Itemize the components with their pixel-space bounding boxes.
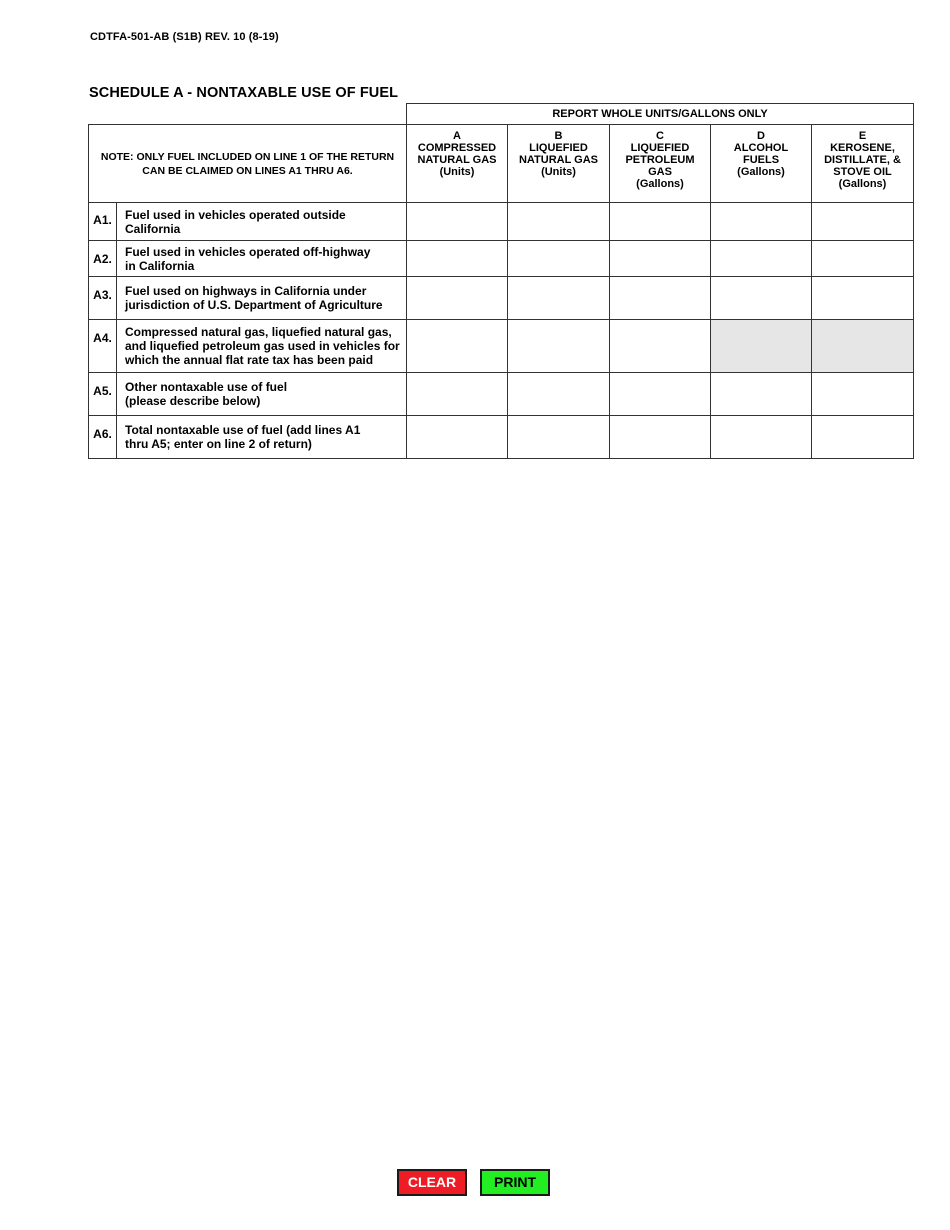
print-button[interactable]: PRINT	[480, 1169, 550, 1196]
entry-a3-col-a[interactable]	[407, 277, 508, 320]
column-letter: A	[453, 130, 461, 142]
column-label: PETROLEUM	[625, 154, 695, 166]
line-number: A3.	[89, 277, 117, 320]
entry-a6-col-d[interactable]	[711, 416, 812, 459]
column-label: NATURAL GAS	[417, 154, 497, 166]
entry-a5-col-d[interactable]	[711, 373, 812, 416]
entry-a1-col-b[interactable]	[508, 203, 610, 241]
report-units-header: REPORT WHOLE UNITS/GALLONS ONLY	[407, 104, 914, 125]
column-header-c	[610, 125, 711, 203]
line-description-text: jurisdiction of U.S. Department of Agriculture	[125, 298, 383, 312]
note-cell: NOTE: ONLY FUEL INCLUDED ON LINE 1 OF THE RETURN CAN BE CLAIMED ON LINES A1 THRU A6.	[89, 125, 407, 203]
entry-a5-col-c[interactable]	[610, 373, 711, 416]
table-row-a3	[89, 277, 914, 320]
entry-a6-col-e[interactable]	[812, 416, 914, 459]
line-description-text: Other nontaxable use of fuel	[125, 380, 288, 394]
table-row-a2	[89, 241, 914, 277]
column-label: DISTILLATE, &	[824, 154, 901, 166]
entry-a3-col-d[interactable]	[711, 277, 812, 320]
column-letter: D	[757, 130, 765, 142]
column-unit: (Gallons)	[636, 178, 684, 190]
entry-a1-col-d[interactable]	[711, 203, 812, 241]
column-unit: (Gallons)	[838, 178, 887, 190]
column-letter: E	[858, 130, 867, 142]
column-label: LIQUEFIED	[529, 142, 588, 154]
column-unit: (Gallons)	[737, 166, 785, 178]
entry-a1-col-c[interactable]	[610, 203, 711, 241]
entry-a3-col-c[interactable]	[610, 277, 711, 320]
entry-a5-col-e[interactable]	[812, 373, 914, 416]
line-description	[117, 241, 407, 277]
line-description	[117, 373, 407, 416]
table-row-a1	[89, 203, 914, 241]
column-label: ALCOHOL	[733, 142, 789, 154]
line-description-text: Fuel used in vehicles operated outside California	[125, 207, 346, 236]
column-label: NATURAL GAS	[518, 154, 599, 166]
column-label: FUELS	[742, 154, 780, 166]
line-number: A5.	[89, 373, 117, 416]
schedule-title: SCHEDULE A - NONTAXABLE USE OF FUEL	[89, 85, 399, 101]
line-number: A2.	[89, 241, 117, 277]
table-row-a6	[89, 416, 914, 459]
table-row-a5	[89, 373, 914, 416]
entry-a6-col-a[interactable]	[407, 416, 508, 459]
line-description-text: Fuel used in vehicles operated off-highway	[125, 244, 371, 259]
line-description	[117, 203, 407, 241]
column-header-e	[812, 125, 914, 203]
column-header-d	[711, 125, 812, 203]
line-description-text: Compressed natural gas, liquefied natural gas,	[125, 325, 392, 339]
line-description	[117, 277, 407, 320]
entry-a1-col-e[interactable]	[812, 203, 914, 241]
entry-a2-col-d[interactable]	[711, 241, 812, 277]
entry-a4-col-c[interactable]	[610, 320, 711, 373]
line-description	[117, 416, 407, 459]
shaded-cell-a4-col-d	[711, 320, 812, 373]
column-unit: (Units)	[439, 166, 475, 178]
line-description-text: and liquefied petroleum gas used in vehicles for	[125, 339, 400, 353]
entry-a5-col-b[interactable]	[508, 373, 610, 416]
entry-a1-col-a[interactable]	[407, 203, 508, 241]
schedule-a-table	[88, 103, 914, 459]
entry-a2-col-a[interactable]	[407, 241, 508, 277]
line-number: A6.	[89, 416, 117, 459]
line-description-text: (please describe below)	[125, 394, 261, 408]
entry-a6-col-b[interactable]	[508, 416, 610, 459]
line-number: A1.	[89, 203, 117, 241]
line-description-text: which the annual flat rate tax has been paid	[125, 353, 374, 367]
table-row-a4	[89, 320, 914, 373]
corner-blank	[89, 104, 407, 125]
entry-a4-col-b[interactable]	[508, 320, 610, 373]
line-number: A4.	[89, 320, 117, 373]
line-description-text: thru A5; enter on line 2 of return)	[125, 437, 312, 451]
shaded-cell-a4-col-e	[812, 320, 914, 373]
line-description-text: Total nontaxable use of fuel (add lines A1	[125, 423, 361, 437]
column-label: GAS	[648, 166, 672, 178]
entry-a2-col-e[interactable]	[812, 241, 914, 277]
entry-a2-col-b[interactable]	[508, 241, 610, 277]
line-description-text: in California	[125, 258, 195, 273]
entry-a2-col-c[interactable]	[610, 241, 711, 277]
entry-a3-col-b[interactable]	[508, 277, 610, 320]
column-label: LIQUEFIED	[630, 142, 690, 154]
column-label: COMPRESSED	[417, 142, 497, 154]
line-description	[117, 320, 407, 373]
column-label: STOVE OIL	[833, 166, 892, 178]
entry-a3-col-e[interactable]	[812, 277, 914, 320]
entry-a6-col-c[interactable]	[610, 416, 711, 459]
column-letter: C	[656, 130, 664, 142]
column-label: KEROSENE,	[830, 142, 895, 154]
line-description-text: Fuel used on highways in California under	[125, 284, 367, 298]
column-header-a	[407, 125, 508, 203]
column-unit: (Units)	[541, 166, 576, 178]
column-letter: B	[554, 130, 563, 142]
entry-a4-col-a[interactable]	[407, 320, 508, 373]
form-id: CDTFA-501-AB (S1B) REV. 10 (8-19)	[90, 31, 279, 43]
column-header-b	[508, 125, 610, 203]
entry-a5-col-a[interactable]	[407, 373, 508, 416]
clear-button[interactable]: CLEAR	[397, 1169, 467, 1196]
